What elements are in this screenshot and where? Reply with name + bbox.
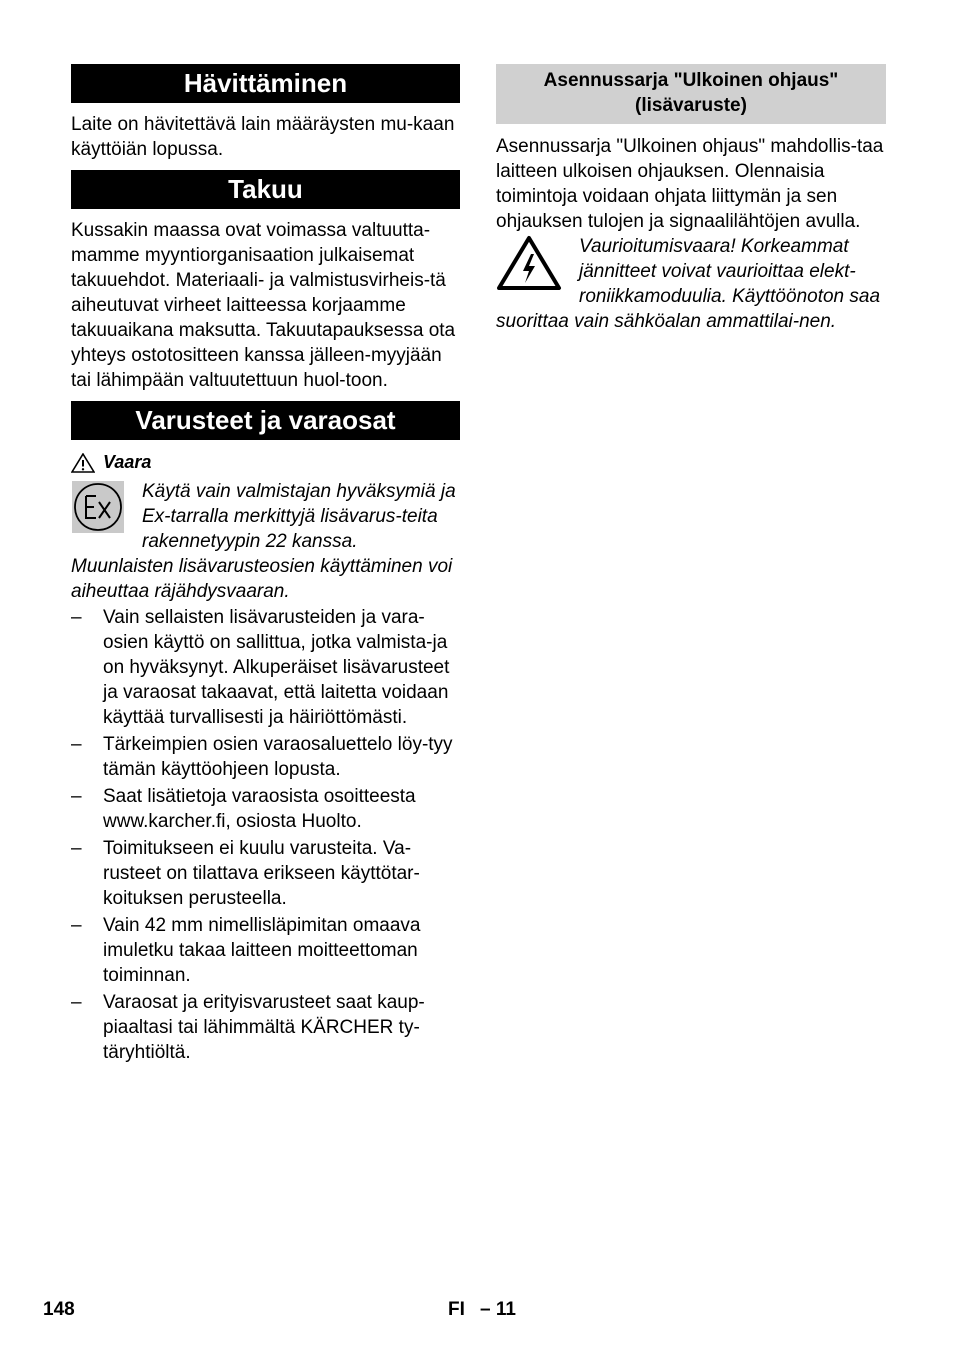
footer-section-page: – 11 xyxy=(480,1299,516,1320)
danger-label-row xyxy=(71,450,460,475)
ex-warning-text: Käytä vain valmistajan hyväksymiä ja Ex-tarralla merkittyjä lisävarus-teita rakennetyypin 22 kanssa. Muunlaisten lisävarusteosien käyttäminen voi aiheuttaa räjähdysvaaran. xyxy=(71,481,456,602)
warning-triangle-icon xyxy=(71,453,95,473)
electric-warning-text: Vaurioitumisvaara! Korkeammat jännitteet voivat vaurioittaa elekt-roniikkamoduulia. Käyttöönoton saa suorittaa vain sähköalan ammattilai-nen. xyxy=(496,236,881,332)
page-number: 148 xyxy=(43,1299,75,1320)
disposal-text: Laite on hävitettävä lain määräysten mu-kaan käyttöiän lopussa. xyxy=(71,114,455,160)
accessories-list xyxy=(71,605,460,1065)
warranty-text: Kussakin maassa ovat voimassa valtuutta-mamme myyntiorganisaation julkaisemat takuuehdot. Materiaali- ja valmistusvirheis-tä aiheutuvat virheet laitteessa korjaamme takuuaikana maksutta. Takuutapauksessa ota yhteys ostotositteen kanssa jälleen-myyjään tai lähimpään valtuutettuun huol-toon. xyxy=(71,220,456,391)
high-voltage-icon xyxy=(496,234,562,292)
footer-language: FI xyxy=(448,1299,465,1320)
list-item: – Toimitukseen ei kuulu varusteita. Va-rusteet on tilattava erikseen käyttötar-koituksen perusteella. xyxy=(71,836,460,911)
warranty-heading: Takuu xyxy=(71,170,460,209)
ex-warning-block xyxy=(71,479,460,604)
electric-warning-block xyxy=(496,234,886,334)
left-column xyxy=(71,64,460,1067)
list-item: – Vain 42 mm nimellisläpimitan omaava imuletku takaa laitteen moitteettoman toiminnan. xyxy=(71,913,460,988)
ex-atex-icon xyxy=(72,481,124,533)
list-item: – Saat lisätietoja varaosista osoitteesta www.karcher.fi, osiosta Huolto. xyxy=(71,784,460,834)
list-item: – Varaosat ja erityisvarusteet saat kaup-piaaltasi tai lähimmältä KÄRCHER ty-täryhtiöltä. xyxy=(71,990,460,1065)
danger-label: Vaara xyxy=(103,452,152,472)
right-column xyxy=(496,64,886,334)
kit-text: Asennussarja "Ulkoinen ohjaus" mahdollis-taa laitteen ulkoisen ohjauksen. Olennaisia toimintoja voidaan ohjata liittymän ja sen ohjauksen tulojen ja signaalilähtöjen avulla. xyxy=(496,136,884,232)
kit-heading: Asennussarja "Ulkoinen ohjaus" (lisävaruste) xyxy=(496,64,886,124)
disposal-heading: Hävittäminen xyxy=(71,64,460,103)
list-item: – Vain sellaisten lisävarusteiden ja vara-osien käyttö on sallittua, jotka valmista-ja on hyväksynyt. Alkuperäiset lisävarusteet ja varaosat takaavat, että laitetta voidaan käyttää turvallisesti ja häiriöttömästi. xyxy=(71,605,460,730)
accessories-heading: Varusteet ja varaosat xyxy=(71,401,460,440)
list-item: – Tärkeimpien osien varaosaluettelo löy-tyy tämän käyttöohjeen lopusta. xyxy=(71,732,460,782)
